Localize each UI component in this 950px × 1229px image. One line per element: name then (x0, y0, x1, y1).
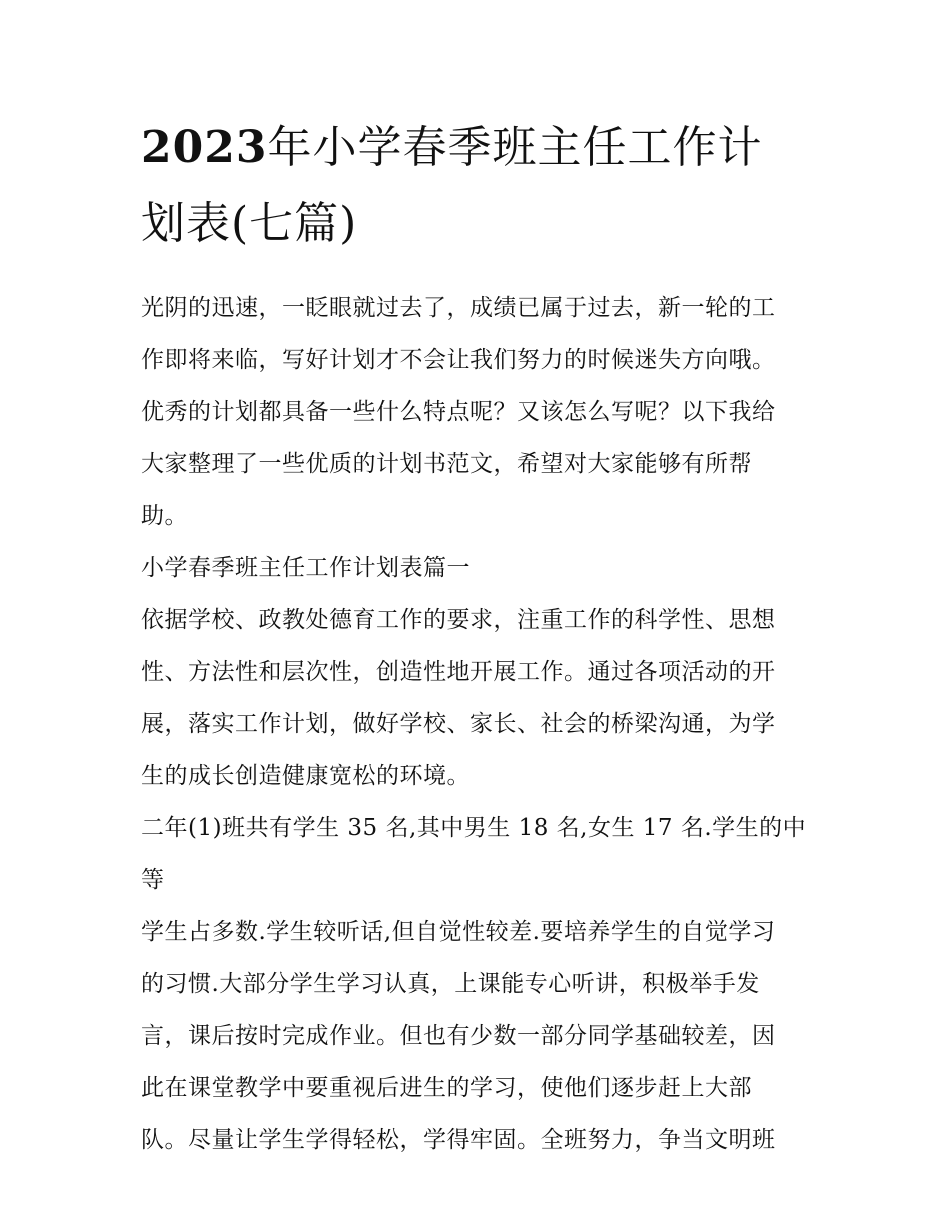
title-line-1-text: 年小学春季班主任工作计 (267, 122, 763, 173)
text-line: 生的成长创造健康宽松的环境。 (141, 763, 470, 789)
paragraph-2 (141, 802, 813, 1166)
title-year: 2023 (141, 122, 268, 173)
document-title (141, 110, 813, 262)
text-line: 二年(1)班共有学生 35 名,其中男生 18 名,女生 17 名.学生的中等 (141, 815, 807, 893)
title-line-1 (141, 122, 762, 173)
text-line: 性、方法性和层次性，创造性地开展工作。通过各项活动的开 (141, 659, 776, 685)
text-line: 光阴的迅速，一眨眼就过去了，成绩已属于过去，新一轮的工 (141, 295, 776, 321)
text-line: 队。尽量让学生学得轻松，学得牢固。全班努力，争当文明班 (141, 1127, 776, 1153)
text-line: 学生占多数.学生较听话,但自觉性较差.要培养学生的自觉学习 (141, 919, 776, 945)
text-line: 言，课后按时完成作业。但也有少数一部分同学基础较差，因 (141, 1023, 776, 1049)
title-line-2: 划表(七篇) (141, 198, 358, 249)
intro-paragraph (141, 282, 813, 542)
text-line: 依据学校、政教处德育工作的要求，注重工作的科学性、思想 (141, 607, 776, 633)
document-body (141, 282, 813, 1166)
document-page (141, 110, 813, 1166)
text-line: 展，落实工作计划，做好学校、家长、社会的桥梁沟通，为学 (141, 711, 776, 737)
paragraph-1 (141, 594, 813, 802)
text-line: 优秀的计划都具备一些什么特点呢？又该怎么写呢？以下我给 (141, 399, 776, 425)
text-line: 作即将来临，写好计划才不会让我们努力的时候迷失方向哦。 (141, 347, 776, 373)
text-line: 的习惯.大部分学生学习认真，上课能专心听讲，积极举手发 (141, 971, 760, 997)
text-line: 助。 (141, 503, 188, 529)
section-heading: 小学春季班主任工作计划表篇一 (141, 555, 470, 581)
text-line: 此在课堂教学中要重视后进生的学习，使他们逐步赶上大部 (141, 1075, 752, 1101)
text-line: 大家整理了一些优质的计划书范文，希望对大家能够有所帮 (141, 451, 752, 477)
